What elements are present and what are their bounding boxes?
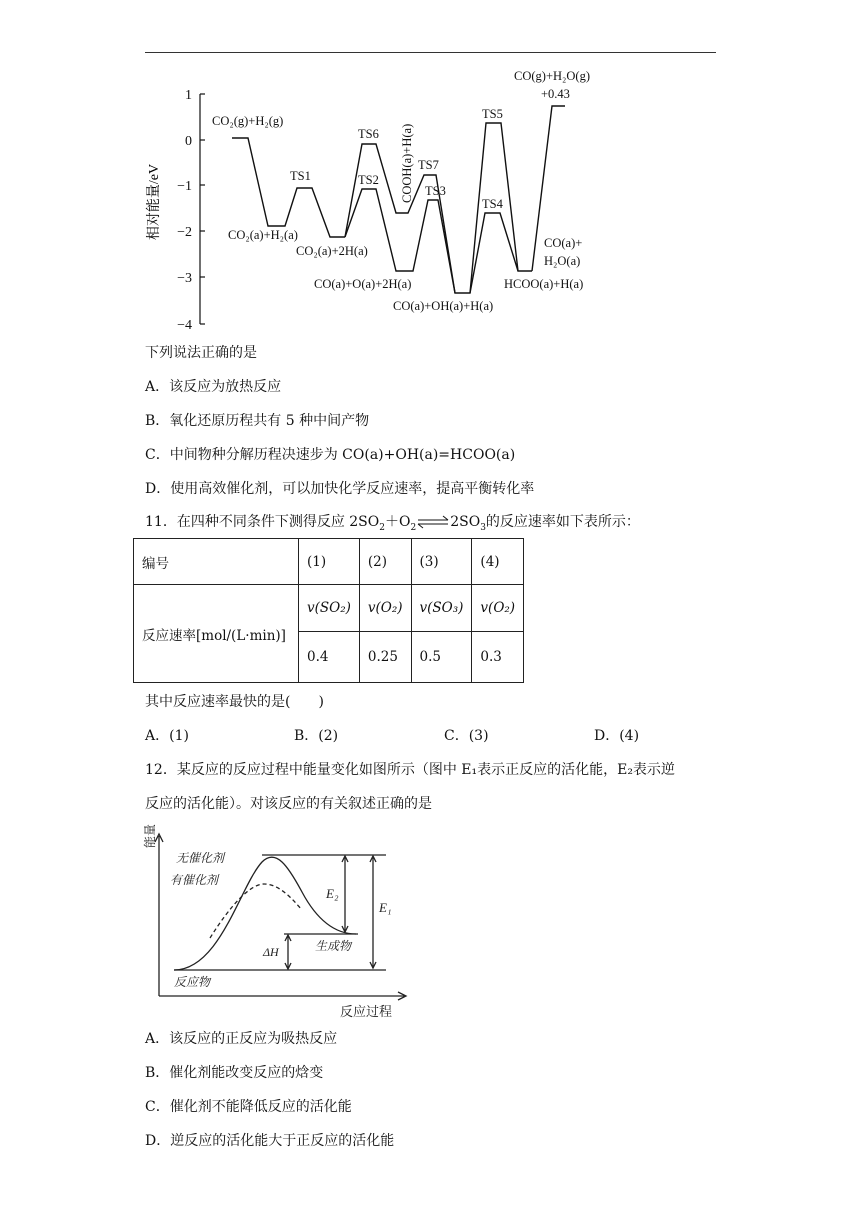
- table-cell: 0.25: [359, 632, 411, 683]
- label-co2a-2ha: CO₂(a)+2H(a): [296, 244, 368, 258]
- process-axis-label: 反应过程: [340, 1004, 393, 1019]
- label-ts2: TS2: [358, 173, 379, 187]
- label-h2o-a: H₂O(a): [544, 254, 581, 268]
- y-tick-label: −4: [177, 318, 192, 333]
- table-cell: v(SO₃): [411, 585, 472, 632]
- q12-option-d: D．逆反应的活化能大于正反应的活化能: [145, 1133, 395, 1149]
- table-cell: (4): [472, 539, 524, 585]
- y-axis: [200, 94, 205, 324]
- q11-option-d: D．(4): [594, 728, 640, 744]
- q11-question: 其中反应速率最快的是( ): [145, 694, 324, 710]
- label-ts3: TS3: [425, 184, 446, 198]
- energy-axis-label: 能量: [143, 823, 157, 848]
- q11-option-b: B．(2): [294, 728, 339, 744]
- q12-option-a: A．该反应的正反应为吸热反应: [145, 1031, 338, 1047]
- q12-stem-line2: 反应的活化能）。对该反应的有关叙述正确的是: [145, 796, 432, 812]
- table-cell: 0.5: [411, 632, 472, 683]
- table-cell: (3): [411, 539, 472, 585]
- label-start: CO₂(g)+H₂(g): [212, 114, 284, 128]
- label-hcoo-h: HCOO(a)+H(a): [504, 277, 584, 291]
- label-co-a: CO(a)+: [544, 236, 583, 250]
- label-ts4: TS4: [482, 197, 503, 211]
- y-tick-label: 1: [185, 88, 192, 103]
- rate-table: [133, 538, 524, 683]
- table-cell: v(O₂): [359, 585, 411, 632]
- q12-option-c: C．催化剂不能降低反应的活化能: [145, 1099, 352, 1115]
- label-co-o-2h: CO(a)+O(a)+2H(a): [314, 277, 412, 291]
- label-e2: E₂: [326, 886, 339, 901]
- q10-option-a: A．该反应为放热反应: [145, 379, 282, 395]
- y-tick-label: −2: [177, 225, 192, 240]
- y-tick-label: −3: [177, 271, 192, 286]
- energy-path: [232, 106, 565, 293]
- q11-option-a: A．(1): [145, 728, 189, 744]
- q12-option-b: B．催化剂能改变反应的焓变: [145, 1065, 324, 1081]
- q12-stem-line1: 12．某反应的反应过程中能量变化如图所示（图中 E₁表示正反应的活化能，E₂表示逆: [145, 762, 675, 778]
- table-header-rate: 反应速率[mol/(L·min)]: [134, 585, 299, 683]
- label-end-energy: +0.43: [541, 87, 570, 101]
- y-tick-label: 0: [185, 134, 192, 149]
- q11-stem: 11．在四种不同条件下测得反应 $2SO_2+O_2$ $2SO_3$的反应速率如下表所示：: [145, 514, 640, 533]
- activation-energy-figure: [143, 823, 412, 1022]
- label-e1: E₁: [379, 900, 392, 915]
- label-ts6: TS6: [358, 127, 379, 141]
- label-ts7: TS7: [418, 158, 439, 172]
- top-rule: [145, 52, 716, 53]
- label-cooh: COOH(a)+H(a): [400, 123, 414, 203]
- table-cell: (1): [299, 539, 360, 585]
- energy-profile-figure: [140, 62, 610, 333]
- label-delta-h: ΔH: [263, 945, 279, 959]
- label-ts5: TS5: [482, 107, 503, 121]
- y-axis-label: 相对能量/eV: [147, 163, 162, 241]
- q10-prompt: 下列说法正确的是: [145, 345, 257, 361]
- label-with-catalyst: 有催化剂: [170, 873, 219, 887]
- label-product: 生成物: [315, 939, 352, 953]
- table-cell: (2): [359, 539, 411, 585]
- label-reactant: 反应物: [174, 975, 211, 989]
- equilibrium-arrow-icon: [416, 515, 450, 529]
- y-tick-label: −1: [177, 179, 192, 194]
- table-cell: v(SO₂): [299, 585, 360, 632]
- q10-option-c: C．中间物种分解历程决速步为 CO(a)+OH(a)=HCOO(a): [145, 447, 516, 463]
- label-end: CO(g)+H₂O(g): [514, 69, 590, 83]
- label-co2a-h2a: CO₂(a)+H₂(a): [228, 228, 298, 242]
- q10-option-b: B．氧化还原历程共有 5 种中间产物: [145, 413, 370, 429]
- table-cell: 0.4: [299, 632, 360, 683]
- label-co-oh-h: CO(a)+OH(a)+H(a): [393, 299, 494, 313]
- table-cell: 0.3: [472, 632, 524, 683]
- q10-option-d: D．使用高效催化剂，可以加快化学反应速率，提高平衡转化率: [145, 481, 535, 497]
- table-header-number: 编号: [134, 539, 299, 585]
- label-no-catalyst: 无催化剂: [176, 851, 225, 865]
- label-ts1: TS1: [290, 169, 311, 183]
- q11-option-c: C．(3): [444, 728, 489, 744]
- table-cell: v(O₂): [472, 585, 524, 632]
